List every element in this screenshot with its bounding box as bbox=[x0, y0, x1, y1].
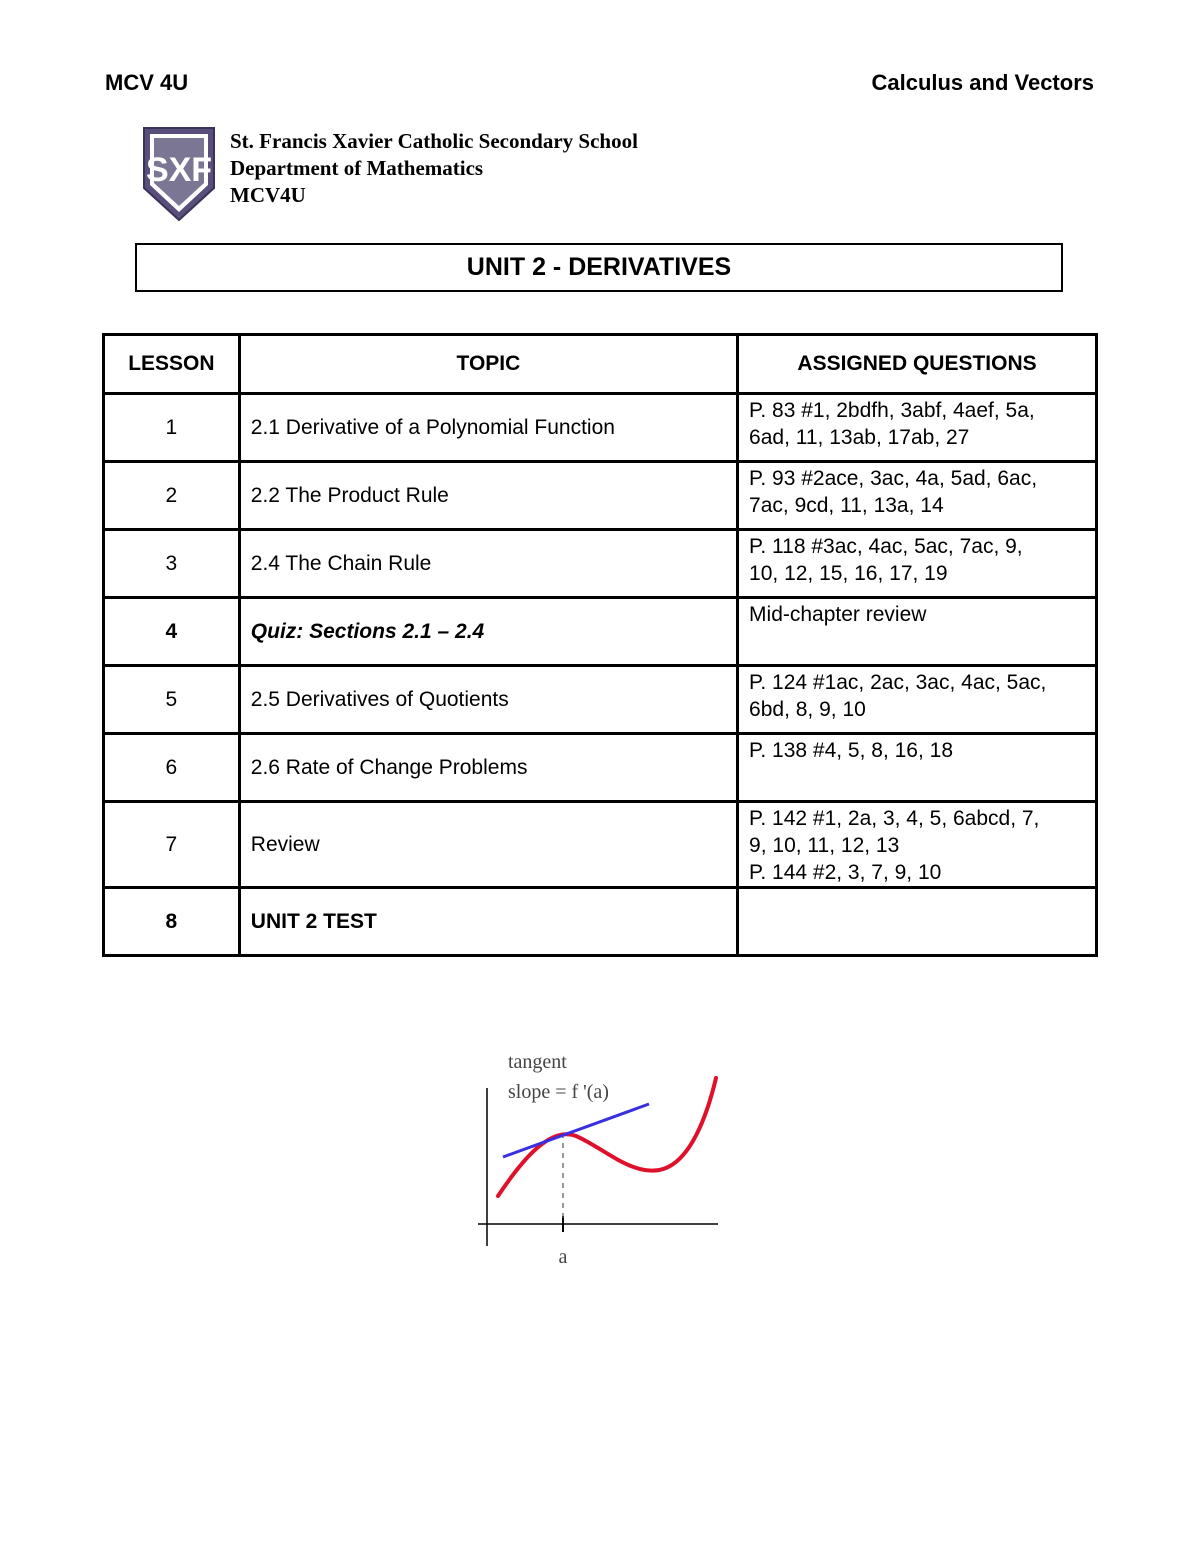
lesson-number: 7 bbox=[104, 802, 240, 888]
assigned-questions bbox=[738, 734, 1097, 802]
tangent-line bbox=[503, 1104, 649, 1157]
question-line: P. 93 #2ace, 3ac, 4a, 5ad, 6ac, bbox=[749, 467, 1038, 490]
lesson-number: 2 bbox=[104, 462, 240, 530]
assigned-questions bbox=[738, 666, 1097, 734]
school-course: MCV4U bbox=[230, 183, 306, 207]
assigned-questions bbox=[738, 394, 1097, 462]
question-line: 9, 10, 11, 12, 13 bbox=[749, 834, 900, 857]
lesson-header: LESSON bbox=[104, 335, 240, 394]
table-row bbox=[104, 734, 1097, 802]
table-row bbox=[104, 888, 1097, 956]
question-line: 6ad, 11, 13ab, 17ab, 27 bbox=[749, 426, 970, 449]
question-line: P. 142 #1, 2a, 3, 4, 5, 6abcd, 7, bbox=[749, 807, 1040, 830]
assigned-questions bbox=[738, 888, 1097, 956]
question-line: P. 124 #1ac, 2ac, 3ac, 4ac, 5ac, bbox=[749, 671, 1047, 694]
table-row bbox=[104, 394, 1097, 462]
course-name: Calculus and Vectors bbox=[871, 70, 1094, 95]
question-line: 10, 12, 15, 16, 17, 19 bbox=[749, 562, 948, 585]
assigned-questions bbox=[738, 462, 1097, 530]
question-line: P. 144 #2, 3, 7, 9, 10 bbox=[749, 861, 942, 884]
question-line: 7ac, 9cd, 11, 13a, 14 bbox=[749, 494, 944, 517]
lesson-topic: 2.2 The Product Rule bbox=[239, 462, 737, 530]
question-line: Mid-chapter review bbox=[749, 603, 927, 626]
lesson-table bbox=[102, 333, 1098, 957]
assigned-questions bbox=[738, 598, 1097, 666]
lesson-number: 8 bbox=[104, 888, 240, 956]
school-name: St. Francis Xavier Catholic Secondary School bbox=[230, 129, 638, 153]
assigned-questions bbox=[738, 802, 1097, 888]
lesson-topic: 2.6 Rate of Change Problems bbox=[239, 734, 737, 802]
lesson-number: 4 bbox=[104, 598, 240, 666]
lesson-topic: UNIT 2 TEST bbox=[239, 888, 737, 956]
question-line: P. 83 #1, 2bdfh, 3abf, 4aef, 5a, bbox=[749, 399, 1035, 422]
lesson-number: 5 bbox=[104, 666, 240, 734]
slope-label: slope = f '(a) bbox=[508, 1081, 609, 1103]
table-row bbox=[104, 530, 1097, 598]
lesson-number: 3 bbox=[104, 530, 240, 598]
table-header-row bbox=[104, 335, 1097, 394]
question-line: P. 138 #4, 5, 8, 16, 18 bbox=[749, 739, 953, 762]
table-row bbox=[104, 802, 1097, 888]
questions-header: ASSIGNED QUESTIONS bbox=[738, 335, 1097, 394]
lesson-number: 6 bbox=[104, 734, 240, 802]
department-name: Department of Mathematics bbox=[230, 156, 484, 180]
logo-letters: SXF bbox=[145, 151, 213, 189]
lesson-topic: Review bbox=[239, 802, 737, 888]
tangent-slope-diagram bbox=[470, 1040, 730, 1280]
school-header bbox=[142, 126, 638, 222]
table-row bbox=[104, 666, 1097, 734]
sfx-shield-logo bbox=[142, 126, 216, 222]
tangent-label: tangent bbox=[508, 1051, 567, 1073]
table-row bbox=[104, 598, 1097, 666]
topic-header: TOPIC bbox=[239, 335, 737, 394]
lesson-topic: 2.1 Derivative of a Polynomial Function bbox=[239, 394, 737, 462]
axis-label-a: a bbox=[558, 1246, 568, 1268]
lesson-topic: Quiz: Sections 2.1 – 2.4 bbox=[239, 598, 737, 666]
table-row bbox=[104, 462, 1097, 530]
lesson-number: 1 bbox=[104, 394, 240, 462]
question-line: P. 118 #3ac, 4ac, 5ac, 7ac, 9, bbox=[749, 535, 1023, 558]
unit-title: UNIT 2 - DERIVATIVES bbox=[135, 243, 1063, 292]
lesson-topic: 2.4 The Chain Rule bbox=[239, 530, 737, 598]
course-code: MCV 4U bbox=[105, 70, 189, 95]
assigned-questions bbox=[738, 530, 1097, 598]
lesson-topic: 2.5 Derivatives of Quotients bbox=[239, 666, 737, 734]
question-line: 6bd, 8, 9, 10 bbox=[749, 698, 866, 721]
